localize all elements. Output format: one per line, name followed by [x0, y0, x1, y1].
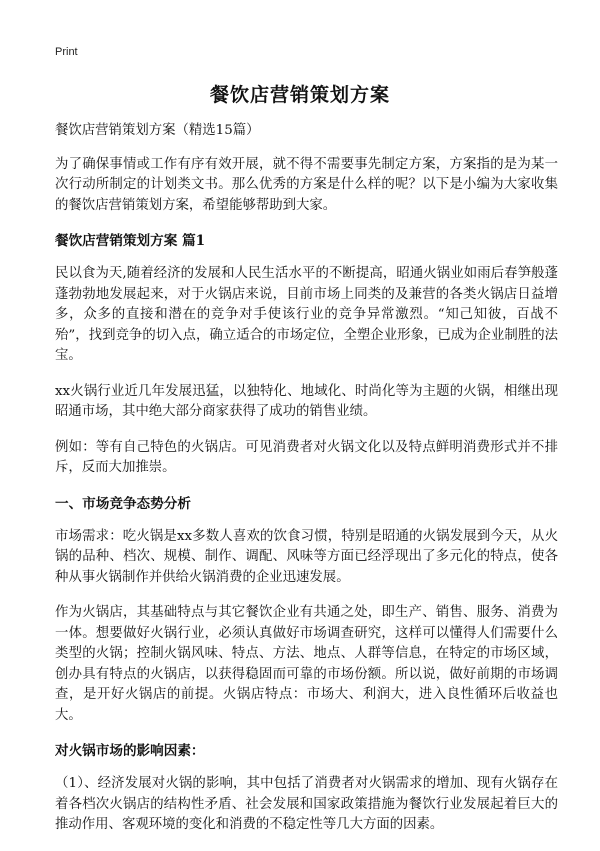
intro-paragraph: 为了确保事情或工作有序有效开展，就不得不需要事先制定方案，方案指的是为某一次行动所制定的计划类文书。那么优秀的方案是什么样的呢？以下是小编为大家收集的餐饮店营销策划方案，希望能够帮助到大家。	[55, 156, 558, 213]
body-paragraph: （1）、经济发展对火锅的影响，其中包括了消费者对火锅需求的增加、现有火锅存在着各档次火锅店的结构性矛盾、社会发展和国家政策措施为餐饮行业发展起着巨大的推动作用、客观环境的变化和消费的不稳定性等几大方面的因素。	[55, 776, 558, 832]
document-subtitle: 餐饮店营销策划方案（精选15篇）	[55, 123, 260, 138]
body-paragraph: xx火锅行业近几年发展迅猛，以独特化、地域化、时尚化等为主题的火锅，相继出现昭通市场，其中绝大部分商家获得了成功的销售业绩。	[55, 383, 558, 419]
body-paragraph: 市场需求：吃火锅是xx多数人喜欢的饮食习惯，特别是昭通的火锅发展到今天，从火锅的品种、档次、规模、制作、调配、风味等方面已经浮现出了多元化的特点，使各种从事火锅制作并供给火锅消费的企业迅速发展。	[55, 528, 558, 585]
article-heading: 餐饮店营销策划方案 篇1	[55, 233, 206, 249]
section-heading-influence-factors: 对火锅市场的影响因素：	[55, 743, 205, 759]
section-heading-market-analysis: 一、市场竞争态势分析	[55, 495, 191, 512]
body-paragraph: 作为火锅店，其基础特点与其它餐饮企业有共通之处，即生产、销售、服务、消费为一体。想要做好火锅行业，必须认真做好市场调查研究，这样可以懂得人们需要什么类型的火锅；控制火锅风味、特点、方法、地点、人群等信息，在特定的市场区域，创办具有特点的火锅店，以获得稳固而可靠的市场份额。所以说，做好前期的市场调查，是开好火锅店的前提。火锅店特点：市场大、利润大，进入良性循环后收益也大。	[55, 605, 558, 723]
body-paragraph: 民以食为天,随着经济的发展和人民生活水平的不断提高，昭通火锅业如雨后春笋般蓬蓬勃勃地发展起来，对于火锅店来说，目前市场上同类的及兼营的各类火锅店日益增多，众多的直接和潜在的竞争对手使该行业的竞争异常激烈。“知己知彼，百战不殆”，找到竞争的切入点，确立适合的市场定位，全塑企业形象，已成为企业制胜的法宝。	[55, 266, 558, 363]
document-body	[55, 121, 558, 851]
print-label: Print	[55, 46, 78, 58]
body-paragraph: 例如：等有自己特色的火锅店。可见消费者对火锅文化以及特点鲜明消费形式并不排斥，反而大加推崇。	[55, 439, 558, 475]
document-title: 餐饮店营销策划方案	[209, 84, 390, 106]
